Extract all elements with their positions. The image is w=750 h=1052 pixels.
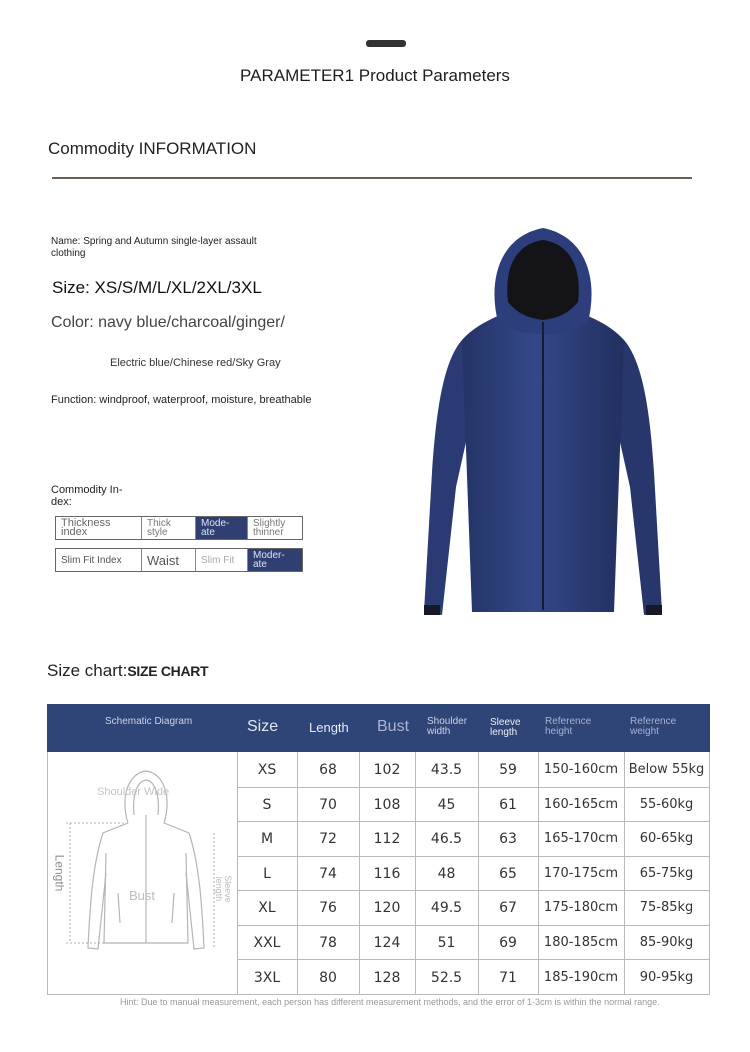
table-cell: 45: [437, 796, 456, 813]
table-cell: 60-65kg: [639, 831, 694, 847]
slim-fit-index-row: [55, 548, 303, 572]
size-chart-label-bold: SIZE CHART: [127, 663, 209, 679]
table-cell: 65-75kg: [639, 865, 694, 881]
grid-line: [237, 856, 710, 857]
table-cell: 175-180cm: [543, 900, 619, 916]
table-cell: 185-190cm: [543, 969, 619, 985]
commodity-index-label: Commodity In- dex:: [51, 484, 123, 508]
page-title: PARAMETER1 Product Parameters: [240, 66, 510, 85]
table-cell: 61: [499, 796, 517, 813]
grid-line: [237, 787, 710, 788]
section-divider: [52, 177, 692, 179]
table-cell: 90-95kg: [639, 969, 694, 985]
table-cell: 76: [319, 900, 337, 917]
header-diagram-label: Schematic Diagram: [105, 716, 193, 727]
index-cell: Waist: [142, 549, 196, 571]
table-cell: 120: [373, 900, 401, 917]
product-function: Function: windproof, waterproof, moisture, breathable: [51, 394, 312, 406]
table-cell: 63: [499, 831, 517, 848]
table-cell: XL: [258, 900, 276, 917]
table-cell: 51: [437, 935, 456, 951]
table-cell: 67: [499, 900, 517, 917]
table-cell: Below 55kg: [628, 762, 705, 777]
table-cell: 46.5: [430, 831, 463, 848]
table-cell: 160-165cm: [543, 796, 619, 812]
table-cell: 65: [499, 865, 517, 882]
header-size: Size: [247, 718, 279, 735]
table-cell: 165-170cm: [543, 831, 619, 847]
table-cell: 124: [373, 935, 401, 951]
table-cell: 69: [499, 935, 517, 951]
table-cell: XXL: [253, 935, 281, 951]
diagram-label-shoulder: Shoulder Wide: [97, 786, 170, 798]
table-cell: 74: [319, 865, 337, 882]
size-chart-table: [47, 704, 710, 995]
size-chart-title: [47, 661, 208, 681]
product-colors: Color: navy blue/charcoal/ginger/: [51, 314, 285, 331]
table-cell: 70: [319, 796, 337, 813]
table-cell: 112: [373, 831, 401, 848]
header-shoulder: Shoulder width: [427, 716, 468, 737]
table-cell: 72: [319, 831, 337, 848]
table-cell: 128: [373, 969, 401, 986]
index-cell-selected: Moder- ate: [248, 549, 302, 571]
table-cell: 78: [319, 935, 337, 951]
thickness-index-row: [55, 516, 303, 540]
table-cell: 150-160cm: [543, 762, 619, 777]
jacket-image: [418, 222, 668, 622]
table-cell: 80: [319, 969, 337, 986]
grid-line: [237, 890, 710, 891]
header-ref-height: Reference height: [545, 716, 592, 737]
table-cell: XS: [257, 762, 277, 778]
measurement-hint: Hint: Due to manual measurement, each person has different measurement methods, and the error of 1-3cm is within the normal range.: [120, 997, 660, 1007]
table-cell: 48: [437, 865, 456, 882]
index-cell: Thick style: [142, 517, 196, 539]
table-cell: 180-185cm: [543, 935, 619, 950]
table-cell: 85-90kg: [639, 935, 694, 950]
product-colors-continued: Electric blue/Chinese red/Sky Gray: [110, 357, 281, 369]
table-cell: 49.5: [430, 900, 463, 917]
table-cell: L: [263, 865, 271, 882]
table-cell: 116: [373, 865, 401, 882]
table-cell: 68: [319, 762, 337, 778]
table-cell: 43.5: [430, 762, 463, 778]
table-cell: S: [262, 796, 272, 813]
table-cell: 55-60kg: [639, 796, 694, 812]
top-decoration-bar: [366, 40, 406, 47]
table-cell: 59: [499, 762, 517, 778]
diagram-label-sleeve: Sleeve length: [214, 875, 233, 903]
header-ref-weight: Reference weight: [630, 716, 677, 737]
diagram-label-bust: Bust: [129, 888, 156, 903]
index-cell: Slim Fit: [196, 549, 248, 571]
header-sleeve: Sleeve length: [490, 717, 521, 738]
index-cell: Slightly thinner: [253, 518, 286, 538]
table-cell: 108: [373, 796, 401, 813]
table-cell: 75-85kg: [639, 900, 694, 916]
table-cell: 52.5: [430, 969, 463, 986]
grid-line: [237, 925, 710, 926]
product-name: Name: Spring and Autumn single-layer assault clothing: [51, 236, 257, 259]
index-cell: Slim Fit Index: [56, 549, 142, 571]
table-cell: 170-175cm: [543, 865, 619, 881]
diagram-label-length: Length: [52, 854, 67, 892]
size-chart-label: Size chart:: [47, 661, 128, 680]
product-sizes: Size: XS/S/M/L/XL/2XL/3XL: [52, 278, 262, 297]
index-cell: Thickness index: [56, 517, 142, 539]
header-bust: Bust: [377, 718, 410, 735]
header-cell-diagram: [47, 704, 237, 752]
table-cell: 3XL: [253, 969, 281, 986]
table-cell: 102: [373, 762, 401, 778]
header-band: [237, 704, 710, 752]
grid-line: [237, 959, 710, 960]
table-cell: 71: [499, 969, 517, 986]
table-cell: M: [260, 831, 274, 848]
grid-line: [47, 994, 710, 995]
section-title: Commodity INFORMATION: [48, 139, 257, 158]
grid-line: [237, 821, 710, 822]
header-length: Length: [309, 720, 349, 735]
index-cell-selected: Mode- ate: [196, 517, 248, 539]
